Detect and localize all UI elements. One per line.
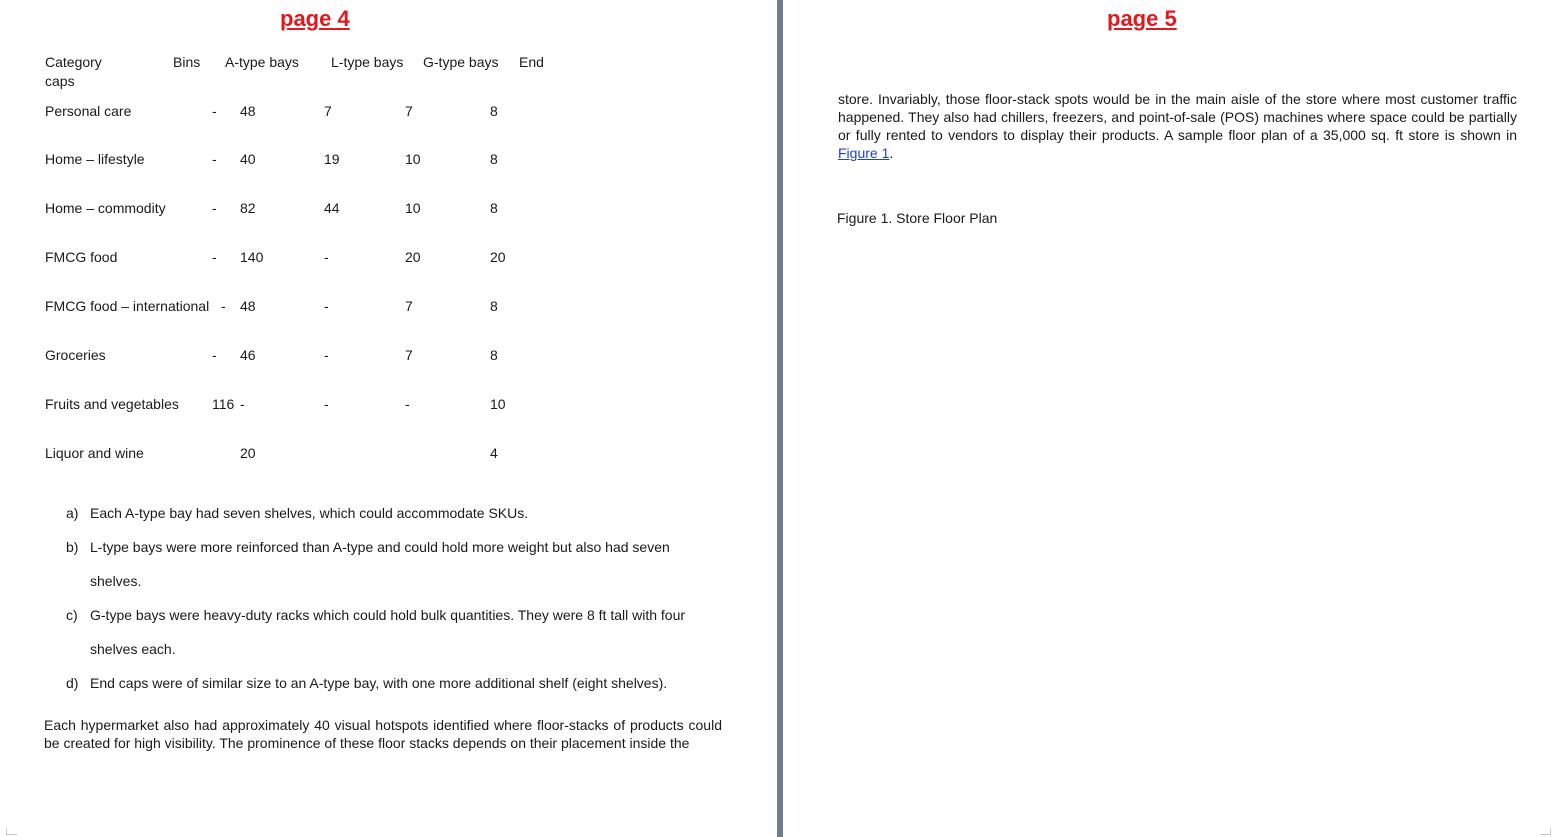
cell-a: - (240, 396, 245, 412)
cell-l: 7 (324, 103, 332, 119)
cell-g: - (405, 396, 410, 412)
cell-l: 44 (324, 200, 340, 216)
cell-end: 8 (490, 200, 498, 216)
header-a-type: A-type bays (225, 54, 299, 70)
cell-a: 48 (240, 298, 256, 314)
list-continuation: shelves each. (90, 641, 176, 657)
cell-g: 7 (405, 347, 413, 363)
cell-category: Fruits and vegetables (45, 396, 179, 412)
cell-end: 8 (490, 151, 498, 167)
cell-category: FMCG food (45, 249, 118, 265)
cell-a: 20 (240, 445, 256, 461)
cell-a: 48 (240, 103, 256, 119)
cell-category: Groceries (45, 347, 106, 363)
list-text: L-type bays were more reinforced than A-type and could hold more weight but also had seven (90, 539, 670, 555)
cell-bins: - (221, 298, 226, 314)
list-text: G-type bays were heavy-duty racks which could hold bulk quantities. They were 8 ft tall with four (90, 607, 686, 623)
cell-end: 8 (490, 298, 498, 314)
list-marker: a) (66, 505, 79, 521)
cell-g: 10 (405, 151, 421, 167)
page-5 (783, 0, 1557, 837)
list-marker: c) (66, 607, 78, 623)
cell-category: Liquor and wine (45, 445, 144, 461)
store-paragraph (838, 90, 1517, 162)
list-continuation: shelves. (90, 573, 142, 589)
header-bins: Bins (173, 54, 201, 70)
page-heading-4: page 4 (280, 6, 350, 31)
cell-end: 20 (490, 249, 506, 265)
cell-l: - (324, 347, 329, 363)
cell-bins: - (212, 151, 217, 167)
page-corner-mark (1540, 828, 1551, 835)
page-heading-5: page 5 (1107, 6, 1177, 31)
cell-category: Personal care (45, 103, 132, 119)
store-paragraph-text: store. Invariably, those floor-stack spots would be in the main aisle of the store where most customer traffic happened. They also had chillers, freezers, and point-of-sale (POS) machines where space could be partially or fully rented to vendors to display their products. A sample floor plan of a 35,000 sq. ft store is shown in (838, 91, 1517, 143)
cell-g: 20 (405, 249, 421, 265)
cell-category: FMCG food – international (45, 298, 210, 314)
figure-caption: Figure 1. Store Floor Plan (837, 210, 998, 226)
cell-l: - (324, 396, 329, 412)
cell-g: 7 (405, 298, 413, 314)
cell-end: 4 (490, 445, 498, 461)
page-corner-mark (6, 828, 17, 835)
page-4 (0, 0, 777, 837)
cell-bins: - (212, 249, 217, 265)
header-caps: caps (45, 73, 75, 89)
cell-a: 140 (240, 249, 264, 265)
list-text: End caps were of similar size to an A-type bay, with one more additional shelf (eight shelves). (90, 675, 668, 691)
cell-bins: - (212, 347, 217, 363)
list-text: Each A-type bay had seven shelves, which could accommodate SKUs. (90, 505, 529, 521)
header-l-type: L-type bays (331, 54, 404, 70)
list-marker: b) (66, 539, 79, 555)
header-g-type: G-type bays (423, 54, 499, 70)
figure-1-link[interactable]: Figure 1 (838, 145, 890, 161)
cell-g: 7 (405, 103, 413, 119)
cell-end: 8 (490, 103, 498, 119)
cell-end: 8 (490, 347, 498, 363)
cell-category: Home – lifestyle (45, 151, 145, 167)
hotspot-paragraph: Each hypermarket also had approximately 40 visual hotspots identified where floor-stacks of products could be created for high visibility. The prominence of these floor stacks depends on their placement inside the (44, 717, 722, 751)
header-category: Category (45, 54, 102, 70)
header-end: End (519, 54, 544, 70)
cell-a: 46 (240, 347, 256, 363)
cell-l: 19 (324, 151, 340, 167)
cell-bins: - (212, 200, 217, 216)
cell-bins: - (212, 103, 217, 119)
cell-end: 10 (490, 396, 506, 412)
cell-a: 82 (240, 200, 256, 216)
cell-bins: 116 (212, 396, 235, 412)
cell-a: 40 (240, 151, 256, 167)
cell-l: - (324, 298, 329, 314)
store-paragraph-end: . (889, 145, 894, 161)
cell-category: Home – commodity (45, 200, 166, 216)
list-marker: d) (66, 675, 79, 691)
cell-l: - (324, 249, 329, 265)
cell-g: 10 (405, 200, 421, 216)
